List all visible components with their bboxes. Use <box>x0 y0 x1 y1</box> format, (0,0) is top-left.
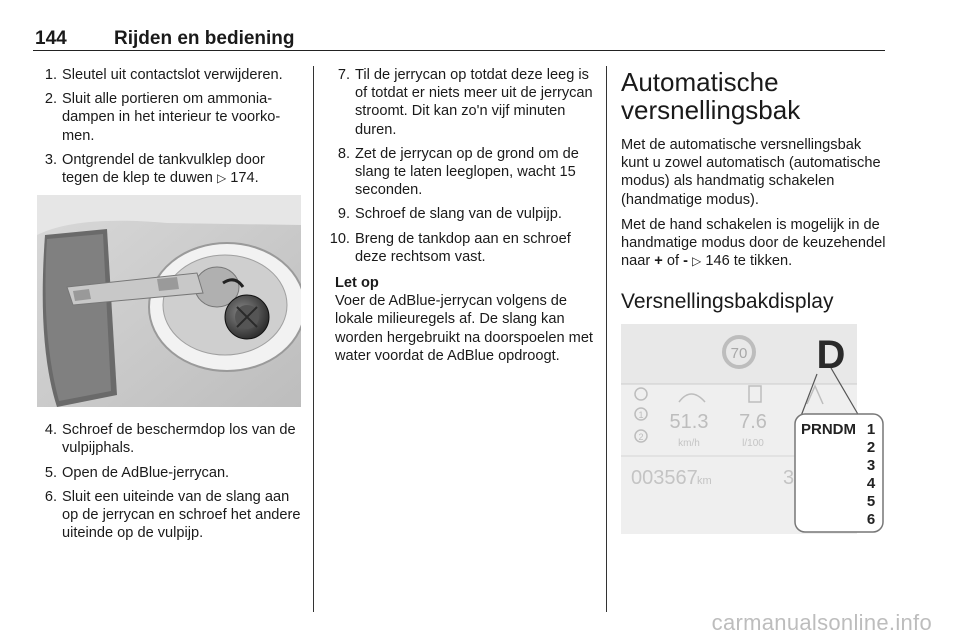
column-3 <box>621 66 887 536</box>
paragraph: Met de hand schakelen is mogelijk in de handmatige modus door de keuzehendel naar + of - ▷ 146 te tikken. <box>621 216 886 270</box>
trip-2-label: 2 <box>638 432 644 443</box>
trip-1-label: 1 <box>638 410 644 421</box>
note-block <box>320 274 596 365</box>
note-heading: Let op <box>335 275 379 292</box>
speed-limit-value: 70 <box>730 345 748 363</box>
gear-number: 1 <box>866 421 876 439</box>
list-item: 9. Schroef de slang van de vulpijp. <box>337 206 562 223</box>
gear-number: 6 <box>866 511 876 529</box>
list-item: 10. Breng de tankdop aan en schroef deze rechtsom vast. <box>329 230 571 265</box>
list-item: 2. Sluit alle portieren om ammoniadampen in het interieur te voorkomen. <box>44 91 281 144</box>
consumption-value: 7.6 <box>739 411 767 434</box>
column-2 <box>320 66 596 365</box>
prndm-label: PRNDM <box>801 421 856 439</box>
list-item: 6. Sluit een uiteinde van de slang aan op de jerrycan en schroef het andere uiteinde op de vulpijp. <box>44 488 301 542</box>
trip-value: 3 <box>783 467 795 490</box>
list-item: 5. Open de AdBlue-jerrycan. <box>44 464 230 481</box>
page-header <box>33 28 885 51</box>
gear-number: 4 <box>866 475 876 493</box>
page-number: 144 <box>35 28 67 49</box>
paragraph: Met de automatische versnellingsbak kunt u zowel automatisch (automatische modus) als handmatig schakelen (handmatige modus). <box>621 137 881 208</box>
watermark: carmanualsonline.info <box>711 610 932 635</box>
odometer-unit: km <box>697 475 712 488</box>
column-1 <box>35 66 303 548</box>
page-ref: 174. <box>230 170 259 187</box>
list-item: 8. Zet de jerrycan op de grond om de slang te laten leeglopen, wacht 15 seconden. <box>337 145 579 199</box>
list-item: 3. Ontgrendel de tankvulklep door tegen de klep te duwen ▷ 174. <box>44 151 265 187</box>
column-divider <box>313 66 314 612</box>
gear-number: 2 <box>866 439 876 457</box>
list-item: 7. Til de jerrycan op totdat deze leeg is of totdat er niets meer uit de jerrycan stroomt. Dit kan zo'n vijf minuten duren. <box>337 67 593 138</box>
gear-number: 3 <box>866 457 876 475</box>
gear-number: 5 <box>866 493 876 511</box>
gear-indicator: D <box>816 333 846 378</box>
note-text: Voer de AdBlue-jerrycan volgens de lokale milieuregels af. De slang kan worden hergebruikt na doorspoelen met water voordat de AdBlue opdroogt. <box>335 293 593 364</box>
adblue-filler-illustration <box>37 195 301 407</box>
column-divider <box>606 66 607 612</box>
fuel-flap-photo <box>37 195 301 407</box>
list-item: 1. Sleutel uit contactslot verwijderen. <box>44 67 283 83</box>
consumption-unit: l/100 <box>742 438 764 450</box>
speed-unit: km/h <box>678 438 700 450</box>
chapter-title: Rijden en bediening <box>114 28 295 49</box>
subsection-heading: Versnellingsbakdisplay <box>621 290 834 314</box>
list-item: 4. Schroef de beschermdop los van de vulpijphals. <box>44 422 296 457</box>
page-ref-arrow-icon: ▷ <box>216 171 227 186</box>
gearbox-display-illustration <box>621 324 885 536</box>
odometer-value: 003567 <box>631 467 698 490</box>
speed-value: 51.3 <box>669 411 709 434</box>
instrument-cluster-graphic <box>621 324 885 536</box>
page-ref-arrow-icon: ▷ <box>692 254 702 269</box>
section-heading: Automatische versnellingsbak <box>621 67 801 125</box>
